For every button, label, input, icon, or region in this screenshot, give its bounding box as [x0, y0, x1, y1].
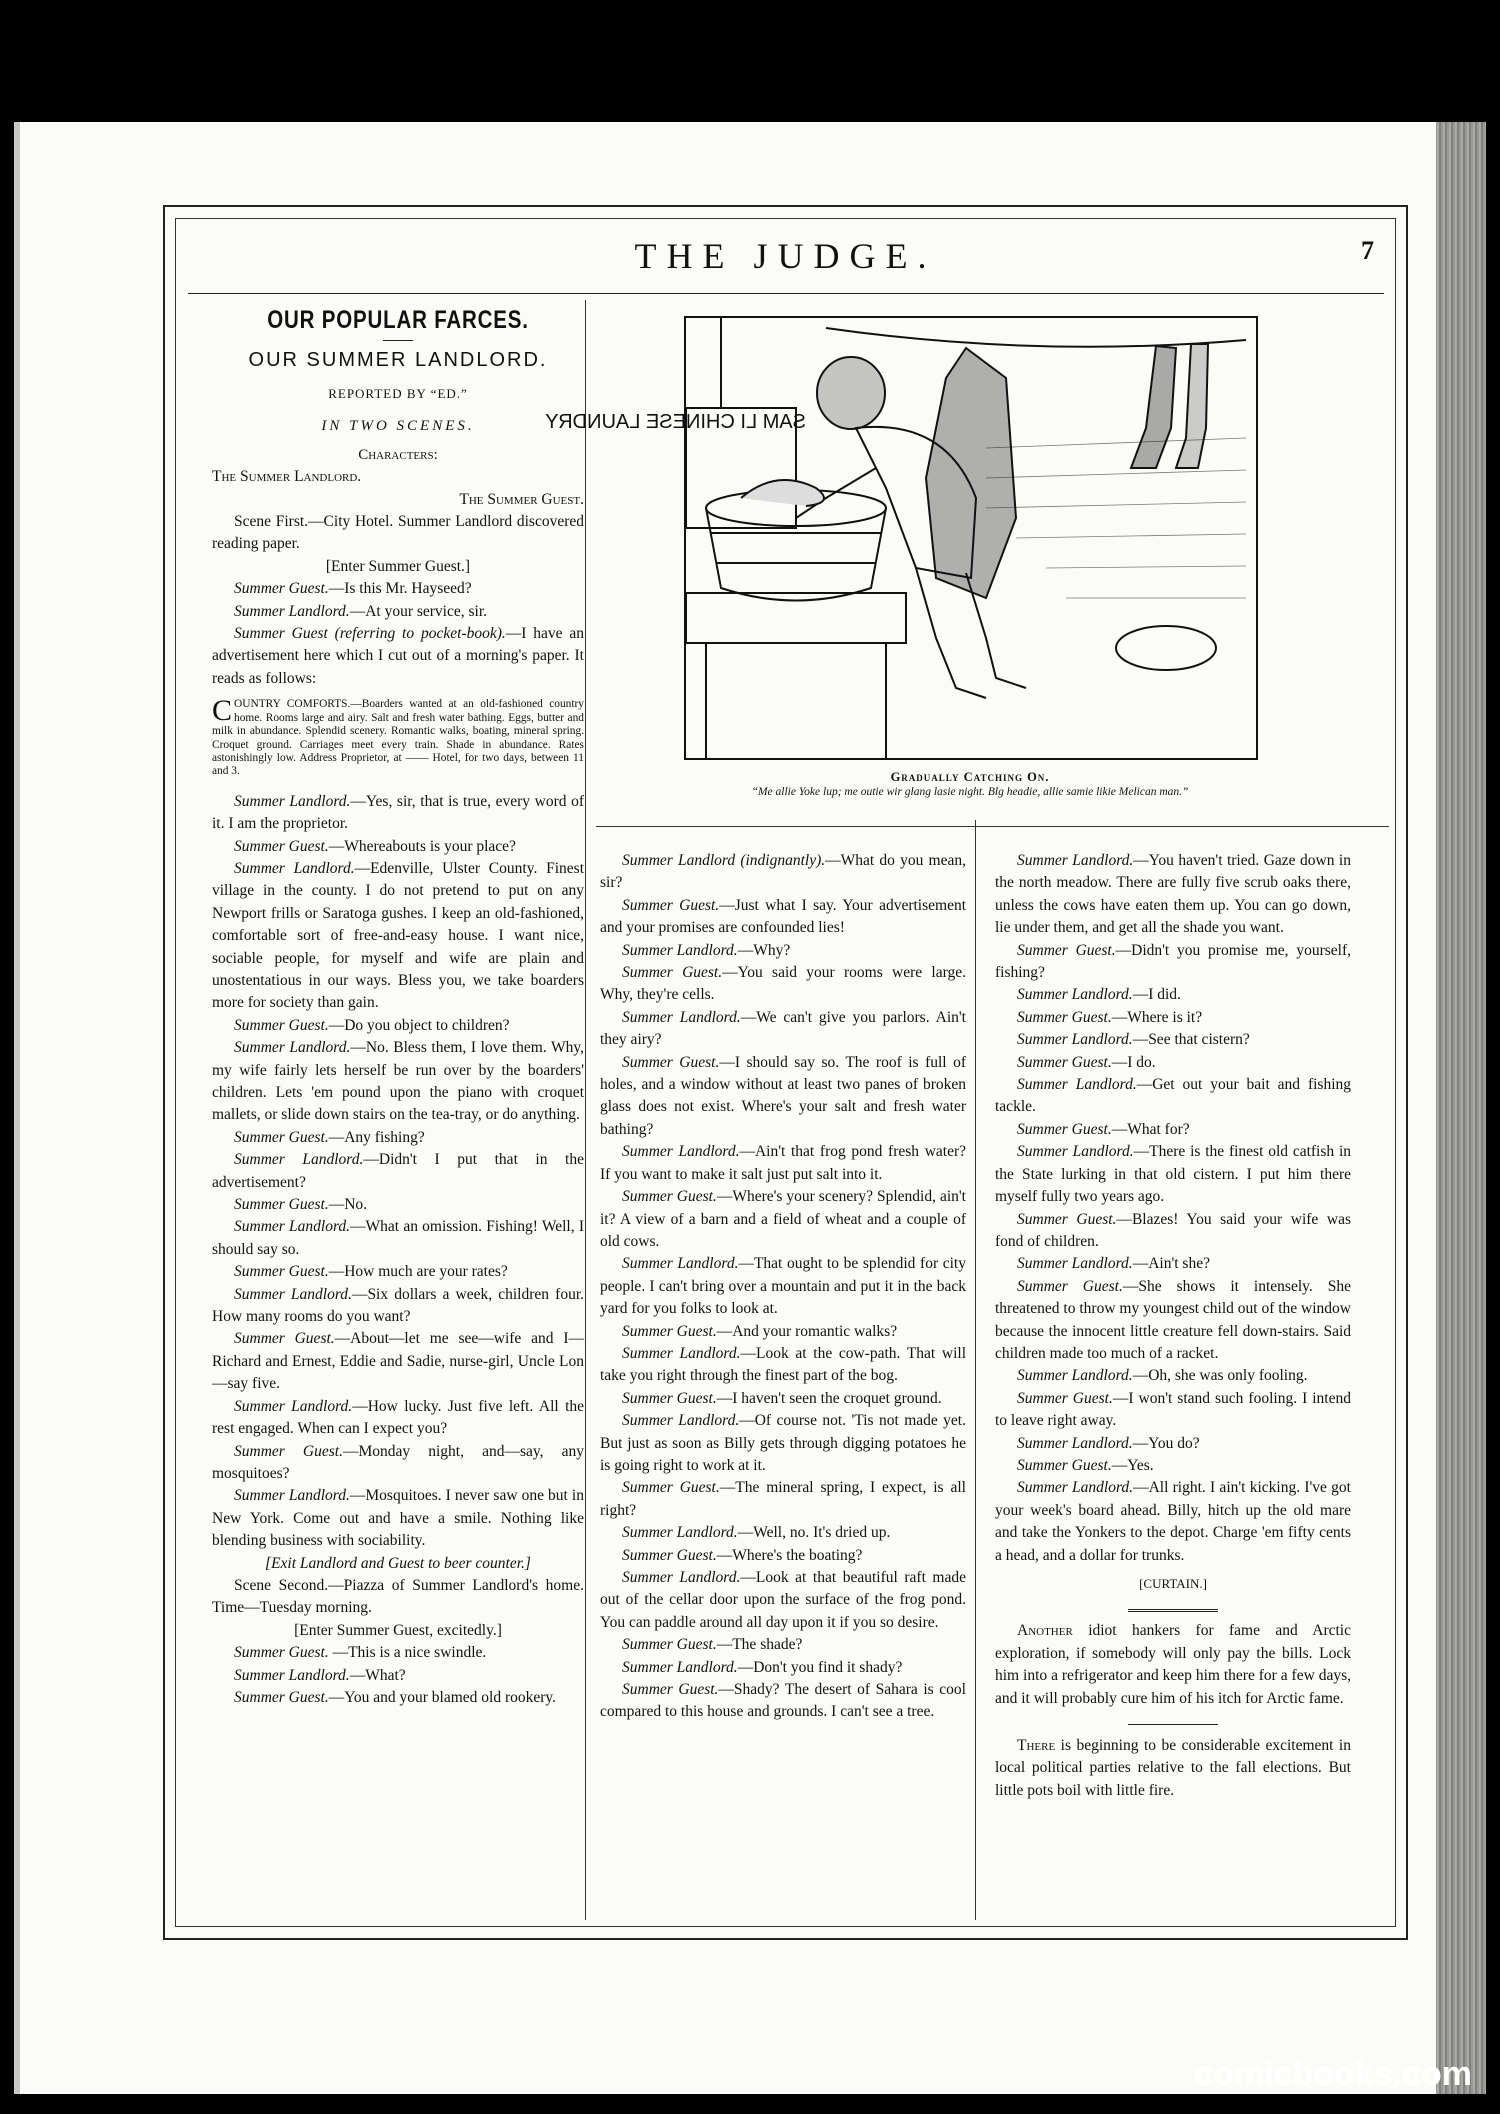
speech-text: —Where's the boating? [716, 1546, 863, 1564]
speech-text: —I have an advertisement here which I cut out of a morning's paper. It reads as follows: [212, 625, 584, 687]
speaker-name: Summer Landlord. [622, 1569, 741, 1586]
dialogue-line [212, 1687, 584, 1709]
caption-title: Gradually Catching On. [890, 770, 1050, 784]
book-spine [1436, 122, 1486, 2094]
speaker-name: Summer Guest. [234, 1442, 343, 1460]
speaker-name: Summer Landlord. [622, 941, 738, 959]
dialogue-line [600, 1007, 966, 1052]
speech-text: —About—let me see—wife and I—Richard and Ernest, Eddie and Sadie, nurse-girl, Uncle Lon—say five. [212, 1330, 584, 1393]
speech-text: —You said your rooms were large. Why, they're cells. [600, 964, 966, 1004]
speaker-name: Summer Landlord. [622, 1255, 739, 1273]
speaker-name: Summer Guest. [234, 1330, 335, 1348]
speech-text: —Do you object to children? [328, 1016, 510, 1034]
laundry-illustration-drawing [545, 318, 1256, 758]
speech-text: —Any fishing? [328, 1128, 425, 1146]
dialogue-line [212, 858, 584, 1015]
speaker-name: Summer Landlord. [234, 1218, 351, 1236]
speaker-name: Summer Guest. [234, 580, 329, 598]
speech-text: —Whereabouts is your place? [328, 837, 516, 855]
stage-direction-enter-2: [Enter Summer Guest, excitedly.] [294, 1621, 502, 1639]
dialogue-line [995, 1253, 1351, 1275]
dialogue-line [212, 578, 584, 600]
dialogue-block-c [212, 1642, 584, 1709]
speaker-name: Summer Landlord. [234, 1285, 352, 1303]
speaker-name: Summer Guest. [1017, 1277, 1123, 1295]
dialogue-line [995, 1276, 1351, 1366]
speaker-name: Summer Guest. [234, 837, 329, 855]
page-edge [14, 122, 20, 2094]
dialogue-line [212, 1441, 584, 1486]
speech-text: —Look at the cow-path. That will take you right through the finest part of the bog. [600, 1344, 967, 1385]
article-subtitle: OUR SUMMER LANDLORD. [248, 349, 548, 371]
speaker-name: Summer Guest. [1017, 1456, 1112, 1474]
dialogue-line [995, 1388, 1351, 1433]
section-rule-1 [1128, 1609, 1218, 1612]
speaker-name: Summer Landlord. [1017, 986, 1133, 1004]
dialogue-line [600, 1657, 966, 1679]
dialogue-line [212, 601, 584, 623]
speech-text: —Of course not. 'Tis not made yet. But just as soon as Billy gets through digging potatoes he is going right to work at it. [600, 1412, 966, 1474]
speech-text: —No. Bless them, I love them. Why, my wife fairly lets herself be run over by the boarders' children. Lets 'em pound upon the piano with croquet mallets, or slide down stairs on the tea-tray, or do anything. [212, 1039, 584, 1124]
stage-direction-enter: [Enter Summer Guest.] [325, 557, 471, 575]
speaker-name: Summer Landlord. [1017, 852, 1134, 869]
ad-text: OUNTRY COMFORTS.—Boarders wanted at an old-fashioned country home. Rooms large and airy. Salt and fresh water bathing. Eggs, butter and milk in abundance. Splendid scenery. Romantic walks, boating, mineral spring. Croquet ground. Carriages meet every train. Shade in abundance. Rates astonishingly low. Address Proprietor, at —— Hotel, for two days, between 11 and 3. [212, 698, 584, 778]
speaker-name: Summer Landlord. [622, 1524, 738, 1542]
speaker-name: Summer Guest. [234, 1688, 329, 1706]
paragraph-politics-lead: There [1017, 1737, 1056, 1755]
dialogue-line [212, 623, 584, 690]
scene-second: Scene Second.—Piazza of Summer Landlord's home. Time—Tuesday morning. [212, 1576, 584, 1617]
speaker-name: Summer Landlord. [622, 1143, 740, 1161]
ad-drop-cap: C [212, 694, 233, 728]
speech-text: —This is a nice swindle. [328, 1644, 487, 1662]
dialogue-line [600, 1410, 966, 1477]
paragraph-arctic-lead: Another [1017, 1622, 1073, 1640]
speech-text: —Ain't she? [1132, 1255, 1210, 1273]
paragraph-politics [995, 1735, 1351, 1802]
dialogue-line [600, 1253, 966, 1320]
speech-text: —You haven't tried. Gaze down in the north meadow. There are fully five scrub oaks there, unless the cows have eaten them up. You can go down, lie under them, and get all the shade you want. [995, 852, 1351, 937]
speech-text: —Yes, sir, that is true, every word of it. I am the proprietor. [212, 792, 584, 833]
speech-text: —Six dollars a week, children four. How many rooms do you want? [212, 1285, 584, 1326]
dialogue-line [212, 1037, 584, 1127]
dialogue-line [212, 1149, 584, 1194]
dialogue-line [212, 1284, 584, 1329]
paragraph-arctic-text: idiot hankers for fame and Arctic exploration, if somebody will only pay the bills. Lock him into a refrigerator and keep him there for a few days, and it will probably cure him of his itch for Arctic fame. [995, 1622, 1351, 1707]
speaker-name: Summer Guest. [622, 1188, 717, 1206]
stage-direction-exit: [Exit Landlord and Guest to beer counter.] [265, 1554, 531, 1572]
dialogue-line [995, 1433, 1351, 1455]
speech-text: —Don't you find it shady? [737, 1658, 903, 1676]
speech-text: —No. [328, 1196, 368, 1214]
speech-text: —What an omission. Fishing! Well, I should say so. [212, 1218, 584, 1258]
speaker-name: Summer Landlord. [1017, 1479, 1134, 1497]
dialogue-line [212, 1665, 584, 1687]
speaker-name: Summer Guest. [622, 1636, 717, 1654]
dialogue-line [995, 1477, 1351, 1567]
speech-text: —I won't stand such fooling. I intend to leave right away. [995, 1389, 1351, 1430]
speaker-name: Summer Guest. [622, 964, 723, 982]
speaker-name: Summer Landlord. [622, 1344, 741, 1362]
dialogue-line [995, 1209, 1351, 1254]
speech-text: —All right. I ain't kicking. I've got your week's board ahead. Billy, hitch up the old mare and take the Yonkers to the depot. Charge 'em fifty cents a head, and a dollar for trunks. [995, 1479, 1351, 1564]
speech-text: —See that cistern? [1132, 1031, 1250, 1049]
speech-text: —The shade? [716, 1636, 803, 1654]
speech-text: —Where's your scenery? Splendid, ain't it? A view of a barn and a field of wheat and a couple of old cows. [600, 1188, 966, 1250]
speaker-name: Summer Landlord. [1017, 1255, 1133, 1273]
speaker-name: Summer Guest. [234, 1644, 329, 1662]
speech-text: —Well, no. It's dried up. [737, 1524, 891, 1542]
left-column [212, 302, 584, 1709]
dialogue-line [995, 1074, 1351, 1119]
column-divider-1 [585, 300, 586, 1920]
dialogue-line [995, 1141, 1351, 1208]
speech-text: —We can't give you parlors. Ain't they airy? [600, 1008, 966, 1049]
right-column [995, 850, 1351, 1802]
character-guest: The Summer Guest. [459, 490, 584, 508]
speech-text: —That ought to be splendid for city people. I can't bring over a mountain and put it in the back yard for you folks to look at. [600, 1255, 966, 1318]
illustration-rule [596, 826, 1389, 827]
dialogue-line [212, 1485, 584, 1552]
byline: REPORTED BY “ED.” [328, 386, 468, 401]
dialogue-line [600, 1634, 966, 1656]
dialogue-line [995, 1455, 1351, 1477]
speech-text: —Monday night, and—say, any mosquitoes? [212, 1442, 584, 1482]
speech-text: —What? [349, 1666, 406, 1684]
speech-text: —Get out your bait and fishing tackle. [995, 1076, 1352, 1116]
speaker-name: Summer Guest. [1017, 1053, 1112, 1071]
speaker-name: Summer Landlord. [1017, 1434, 1133, 1452]
dialogue-line [995, 940, 1351, 985]
dialogue-line [600, 1052, 966, 1142]
speaker-name: Summer Landlord. [234, 1039, 351, 1057]
dialogue-block-middle [600, 850, 966, 1724]
speech-text: —Shady? The desert of Sahara is cool compared to this house and grounds. I can't see a tree. [600, 1681, 966, 1721]
dialogue-line [212, 791, 584, 836]
dialogue-line [600, 1186, 966, 1253]
speaker-name: Summer Guest. [234, 1128, 329, 1146]
dialogue-line [212, 1396, 584, 1441]
middle-column [600, 850, 966, 1724]
speaker-name: Summer Guest. [622, 1053, 720, 1071]
section-rule-2 [1128, 1724, 1218, 1725]
speaker-name: Summer Landlord. [234, 1151, 364, 1169]
speech-text: —She shows it intensely. She threatened to throw my youngest child out of the window because the innocent little creature fell down-stairs. Said children made too much of a racket. [995, 1277, 1352, 1362]
dialogue-line [212, 1015, 584, 1037]
speaker-name: Summer Landlord. [1017, 1367, 1133, 1385]
speaker-name: Summer Guest. [622, 1322, 717, 1340]
speech-text: —I did. [1132, 986, 1181, 1004]
speaker-name: Summer Guest. [622, 896, 720, 914]
dialogue-line [600, 1141, 966, 1186]
speaker-name: Summer Guest. [234, 1263, 329, 1281]
speech-text: —Ain't that frog pond fresh water? If you want to make it salt just put salt into it. [600, 1143, 967, 1183]
speech-text: —And your romantic walks? [716, 1322, 898, 1340]
dialogue-line [600, 962, 966, 1007]
dialogue-line [212, 1261, 584, 1283]
caption-quote: “Me allie Yoke lup; me outie wir glang lasie night. Blg headie, allie samie likie Melican man.” [751, 786, 1189, 798]
speech-text: —Where is it? [1111, 1008, 1203, 1026]
dialogue-line [600, 895, 966, 940]
article-title: OUR POPULAR FARCES. [267, 306, 529, 334]
speaker-name: Summer Landlord. [234, 1666, 350, 1684]
speech-text: —I haven't seen the croquet ground. [716, 1389, 942, 1407]
speech-text: —Yes. [1111, 1456, 1154, 1474]
dialogue-line [600, 1388, 966, 1410]
dialogue-line [995, 1052, 1351, 1074]
speech-text: —At your service, sir. [349, 602, 488, 620]
dialogue-line [995, 850, 1351, 940]
dialogue-line [600, 1679, 966, 1724]
speech-text: —What for? [1111, 1120, 1190, 1138]
speaker-name: Summer Guest. [1017, 1008, 1112, 1026]
speaker-name: Summer Guest. [1017, 1120, 1112, 1138]
dialogue-line [600, 850, 966, 895]
illustration [545, 316, 1258, 760]
masthead-title: THE JUDGE. [634, 236, 937, 276]
dialogue-block-right [995, 850, 1351, 1567]
speaker-name: Summer Landlord. [1017, 1076, 1137, 1094]
dialogue-line [600, 1522, 966, 1544]
page-number: 7 [1361, 236, 1374, 265]
dialogue-line [212, 836, 584, 858]
speech-text: —Didn't I put that in the advertisement? [212, 1151, 584, 1191]
speech-text: —I do. [1111, 1053, 1156, 1071]
column-divider-2 [975, 820, 976, 1920]
masthead [175, 230, 1396, 290]
speech-text: —Look at that beautiful raft made out of the cellar door upon the surface of the frog pond. You can paddle around all day upon it if you so desire. [600, 1569, 966, 1631]
dialogue-line [600, 1477, 966, 1522]
speech-text: —You and your blamed old rookery. [328, 1688, 557, 1706]
laundry-sign: SAM LI CHINESE LAUNDRY [545, 411, 806, 433]
speaker-name: Summer Landlord. [622, 1008, 741, 1026]
speaker-name: Summer Guest (referring to pocket-book). [234, 625, 506, 643]
speech-text: —Didn't you promise me, yourself, fishing? [995, 941, 1351, 982]
dialogue-line [995, 1119, 1351, 1141]
dialogue-line [600, 1567, 966, 1634]
speech-text: —Mosquitoes. I never saw one but in New York. Come out and have a smile. Nothing like blending business with sociability. [212, 1487, 584, 1550]
speaker-name: Summer Landlord. [1017, 1143, 1134, 1161]
dialogue-block-a [212, 578, 584, 690]
speech-text: —How lucky. Just five left. All the rest engaged. When can I expect you? [212, 1397, 585, 1438]
characters-heading: Characters: [358, 446, 438, 463]
speaker-name: Summer Landlord. [234, 1397, 353, 1415]
dialogue-line [212, 1328, 584, 1395]
curtain: [CURTAIN.] [1139, 1576, 1207, 1591]
speech-text: —You do? [1132, 1434, 1200, 1452]
dialogue-line [600, 1321, 966, 1343]
dialogue-line [600, 1343, 966, 1388]
speech-text: —Oh, she was only fooling. [1132, 1367, 1308, 1385]
speaker-name: Summer Guest. [1017, 1389, 1113, 1407]
speaker-name: Summer Guest. [622, 1681, 719, 1699]
speech-text: —Edenville, Ulster County. Finest village in the county. I do not pretend to put on any Newport frills or Saratoga gushes. I keep an old-fashioned, comfortable sort of free-and-easy house. I want nice, sociable people, for myself and wife are plain and unostentatious in our ways. Bless you, we take boarders more for society than gain. [212, 859, 584, 1012]
speaker-name: Summer Guest. [622, 1479, 720, 1497]
speaker-name: Summer Guest. [234, 1016, 329, 1034]
speaker-name: Summer Guest. [234, 1196, 329, 1214]
speech-text: —Is this Mr. Hayseed? [328, 580, 472, 598]
speaker-name: Summer Landlord. [622, 1658, 738, 1676]
speaker-name: Summer Guest. [622, 1389, 717, 1407]
speech-text: —How much are your rates? [328, 1263, 508, 1281]
dialogue-block-b [212, 791, 584, 1553]
speech-text: —Blazes! You said your wife was fond of children. [995, 1210, 1351, 1250]
scene-first: Scene First.—City Hotel. Summer Landlord discovered reading paper. [212, 513, 584, 553]
speaker-name: Summer Landlord. [234, 792, 351, 810]
watermark: comicbooks.com [1194, 2055, 1472, 2093]
speech-text: —Just what I say. Your advertisement and your promises are confounded lies! [600, 896, 967, 937]
masthead-rule [188, 293, 1384, 294]
dialogue-line [995, 1365, 1351, 1387]
paragraph-politics-text: is beginning to be considerable excitement in local political parties relative to the fall elections. But little pots boil with little fire. [995, 1737, 1351, 1799]
speech-text: —There is the finest old catfish in the State lurking in that old cistern. I put him there myself fully two years ago. [995, 1143, 1352, 1206]
speech-text: —I should say so. The roof is full of holes, and a window without at least two panes of broken glass does not exist. Where's your salt and fresh water bathing? [600, 1053, 966, 1138]
dialogue-line [212, 1216, 584, 1261]
dialogue-line [995, 1029, 1351, 1051]
dialogue-line [600, 1545, 966, 1567]
speaker-name: Summer Guest. [1017, 941, 1116, 959]
speech-text: —The mineral spring, I expect, is all right? [600, 1479, 966, 1519]
advertisement-quote [212, 694, 584, 778]
speaker-name: Summer Guest. [1017, 1210, 1117, 1228]
dialogue-line [212, 1127, 584, 1149]
speaker-name: Summer Landlord. [234, 859, 355, 877]
speaker-name: Summer Landlord. [1017, 1031, 1133, 1049]
speaker-name: Summer Landlord. [622, 1412, 740, 1430]
paragraph-arctic [995, 1620, 1351, 1710]
speaker-name: Summer Landlord (indignantly). [622, 852, 826, 869]
dialogue-line [600, 940, 966, 962]
dialogue-line [995, 1007, 1351, 1029]
speech-text: —Why? [737, 941, 791, 959]
illustration-caption [610, 770, 1330, 800]
speaker-name: Summer Landlord. [234, 1487, 350, 1505]
scenes-note: IN TWO SCENES. [321, 418, 475, 435]
character-landlord: The Summer Landlord. [212, 468, 362, 486]
speaker-name: Summer Guest. [622, 1546, 717, 1564]
title-dash [383, 340, 413, 341]
dialogue-line [995, 984, 1351, 1006]
speaker-name: Summer Landlord. [234, 602, 350, 620]
speech-text: —What do you mean, sir? [600, 852, 966, 892]
dialogue-line [212, 1194, 584, 1216]
dialogue-line [212, 1642, 584, 1664]
